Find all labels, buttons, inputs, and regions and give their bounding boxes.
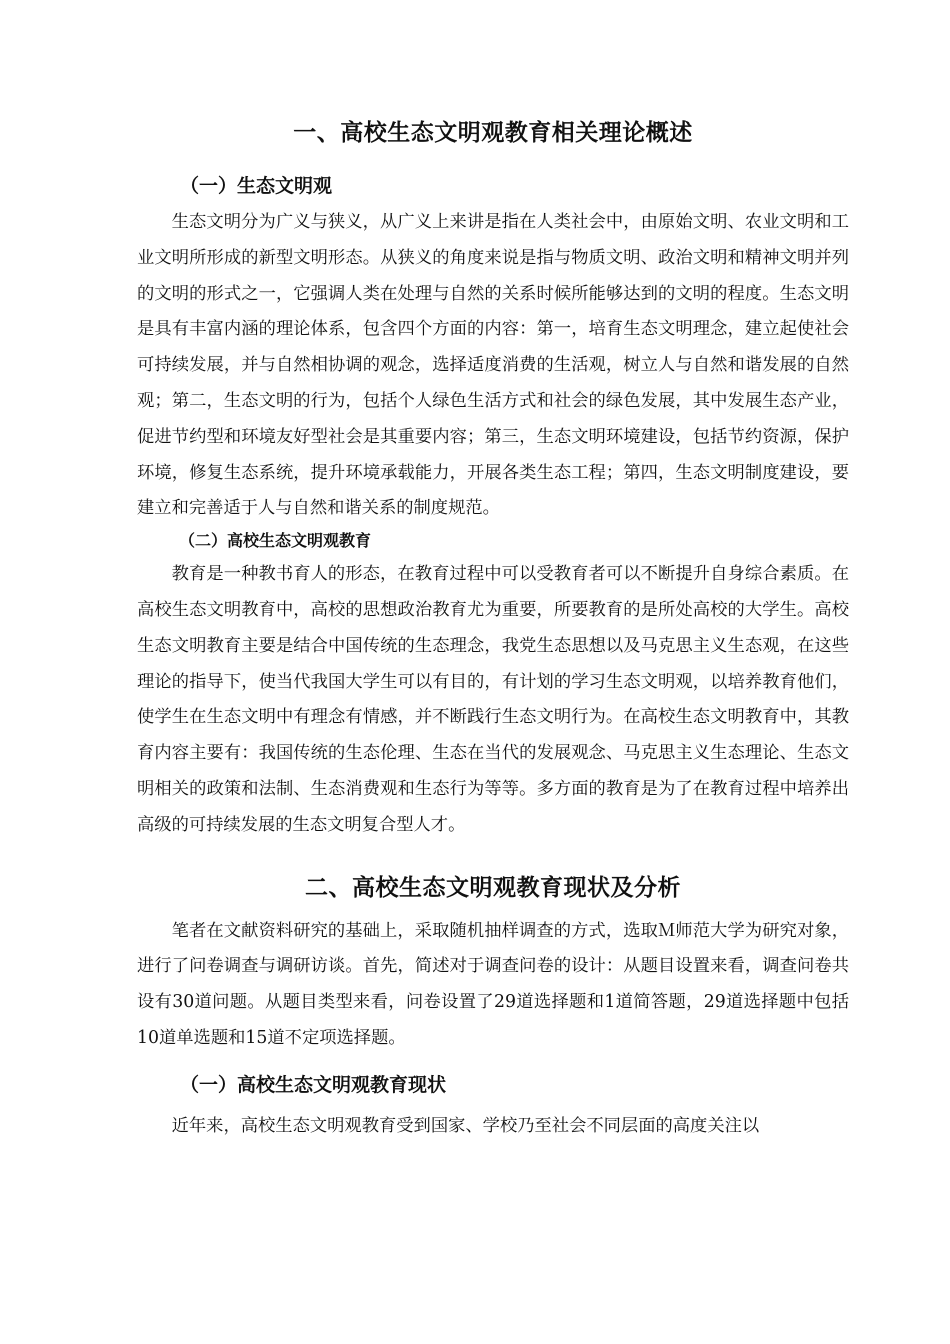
document-body	[137, 112, 849, 1145]
section-2-intro-paragraph: 笔者在文献资料研究的基础上，采取随机抽样调查的方式，选取Ｍ师范大学为研究对象，进行了问卷调查与调研访谈。首先，简述对于调查问卷的设计：从题目设置来看，调查问卷共设有30道问题。从题目类型来看，问卷设置了29道选择题和1道简答题，29道选择题中包括10道单选题和15道不定项选择题。	[137, 920, 849, 1048]
section-2-heading: 二、高校生态文明观教育现状及分析	[305, 874, 681, 901]
section-2-1-heading: （一）高校生态文明观教育现状	[180, 1073, 447, 1096]
section-1-1-heading: （一）生态文明观	[180, 175, 333, 197]
section-2-1-paragraph: 近年来，高校生态文明观教育受到国家、学校乃至社会不同层面的高度关注以	[171, 1115, 760, 1136]
section-1-2-heading: （二）高校生态文明观教育	[179, 531, 372, 551]
section-1-heading: 一、高校生态文明观教育相关理论概述	[293, 120, 693, 146]
section-1-1-paragraph: 生态文明分为广义与狭义，从广义上来讲是指在人类社会中，由原始文明、农业文明和工业文明所形成的新型文明形态。从狭义的角度来说是指与物质文明、政治文明和精神文明并列的文明的形式之一，它强调人类在处理与自然的关系时候所能够达到的文明的程度。生态文明是具有丰富内涵的理论体系，包含四个方面的内容：第一，培育生态文明理念，建立起使社会可持续发展，并与自然相协调的观念，选择适度消费的生活观，树立人与自然和谐发展的自然观；第二，生态文明的行为，包括个人绿色生活方式和社会的绿色发展，其中发展生态产业，促进节约型和环境友好型社会是其重要内容；第三，生态文明环境建设，包括节约资源，保护环境，修复生态系统，提升环境承载能力，开展各类生态工程；第四，生态文明制度建设，要建立和完善适于人与自然和谐关系的制度规范。	[137, 212, 849, 519]
section-1-2-paragraph: 教育是一种教书育人的形态，在教育过程中可以受教育者可以不断提升自身综合素质。在高校生态文明教育中，高校的思想政治教育尤为重要，所要教育的是所处高校的大学生。高校生态文明教育主要是结合中国传统的生态理念，我党生态思想以及马克思主义生态观，在这些理论的指导下，使当代我国大学生可以有目的，有计划的学习生态文明观，以培养教育他们，使学生在生态文明中有理念有情感，并不断践行生态文明行为。在高校生态文明教育中，其教育内容主要有：我国传统的生态伦理、生态在当代的发展观念、马克思主义生态理论、生态文明相关的政策和法制、生态消费观和生态行为等等。多方面的教育是为了在教育过程中培养出高级的可持续发展的生态文明复合型人才。	[137, 564, 849, 835]
